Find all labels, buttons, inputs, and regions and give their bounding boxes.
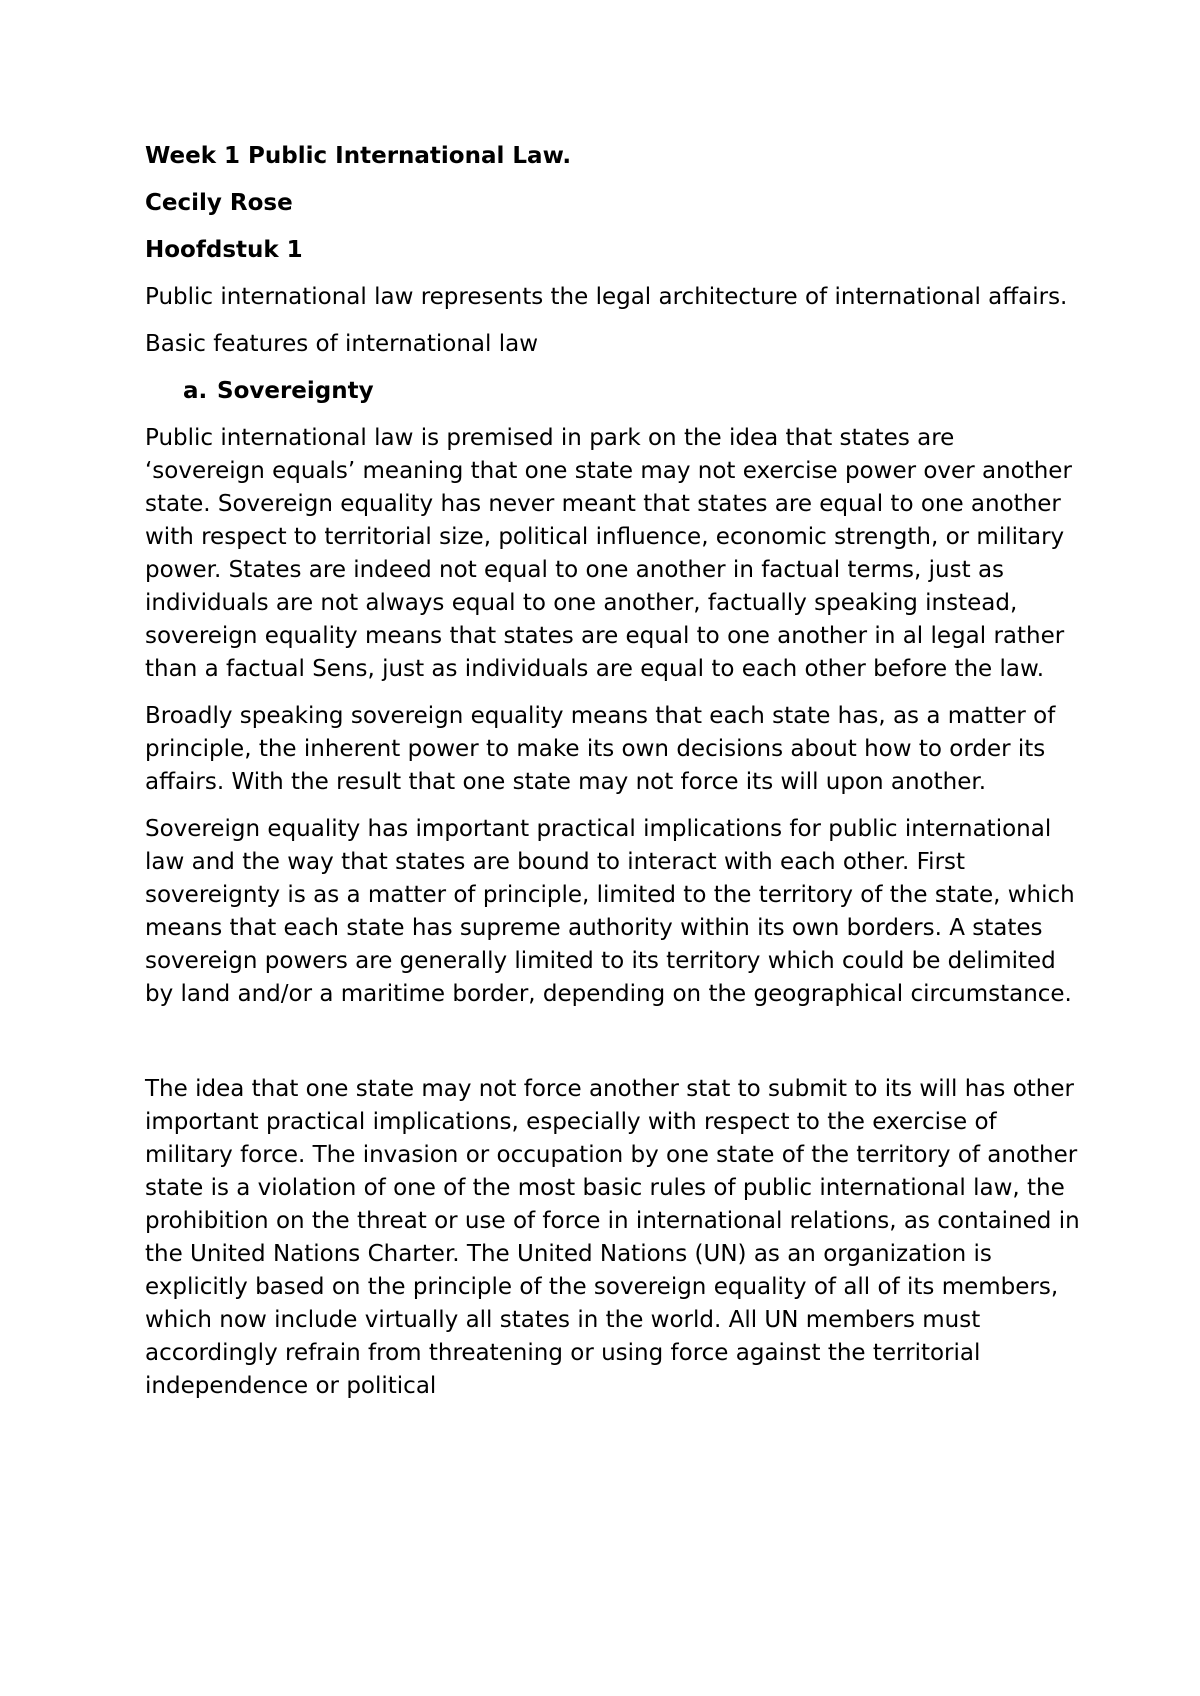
body-paragraph: Public international law is premised in park on the idea that states are ‘sovereign equals’ meaning that one state may not exercise power over another state. Sovereign equality has never meant that states are equal to one another with respect to territorial size, political influence, economic strength, or military power. States are indeed not equal to one another in factual terms, just as individuals are not always equal to one another, factually speaking instead, sovereign equality means that states are equal to one another in al legal rather than a factual Sens, just as individuals are equal to each other before the law. xyxy=(145,425,1072,682)
body-paragraph: Sovereign equality has important practical implications for public international law and the way that states are bound to interact with each other. First sovereignty is as a matter of principle, limited to the territory of the state, which means that each state has supreme authority within its own borders. A states sovereign powers are generally limited to its territory which could be delimited by land and/or a maritime border, depending on the geographical circumstance. xyxy=(145,816,1075,1007)
features-heading: Basic features of international law xyxy=(145,331,539,357)
body-paragraph: Broadly speaking sovereign equality means that each state has, as a matter of principle, the inherent power to make its own decisions about how to order its affairs. With the result that one state may not force its will upon another. xyxy=(145,703,1056,795)
document-title: Week 1 Public International Law. xyxy=(145,143,572,169)
section-a-item xyxy=(183,375,1080,408)
chapter-heading: Hoofdstuk 1 xyxy=(145,237,303,263)
document-author: Cecily Rose xyxy=(145,190,293,216)
document-page xyxy=(145,140,1080,1417)
intro-paragraph: Public international law represents the legal architecture of international affairs. xyxy=(145,284,1068,310)
body-paragraph: The idea that one state may not force another stat to submit to its will has other important practical implications, especially with respect to the exercise of military force. The invasion or occupation by one state of the territory of another state is a violation of one of the most basic rules of public international law, the prohibition on the threat or use of force in international relations, as contained in the United Nations Charter. The United Nations (UN) as an organization is explicitly based on the principle of the sovereign equality of all of its members, which now include virtually all states in the world. All UN members must accordingly refrain from threatening or using force against the territorial independence or political xyxy=(145,1076,1080,1399)
blank-line xyxy=(145,1025,1080,1073)
list-marker: a. xyxy=(183,378,208,404)
section-a-label: Sovereignty xyxy=(217,378,374,404)
